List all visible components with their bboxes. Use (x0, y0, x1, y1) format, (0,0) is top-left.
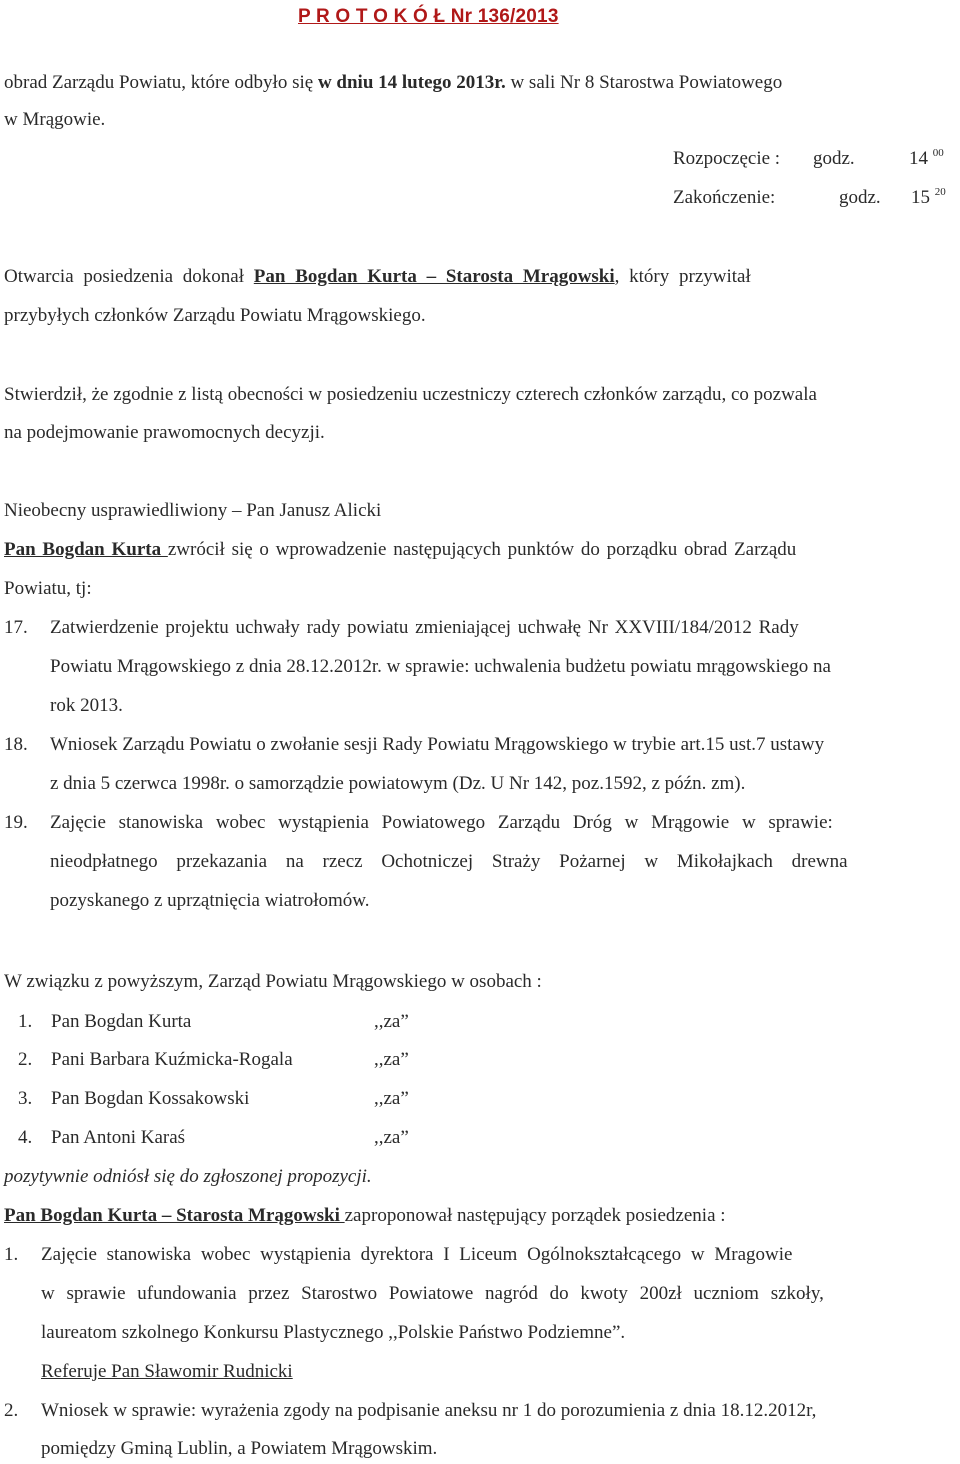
start-minutes: 00 (932, 147, 944, 159)
agenda-2-number: 2. (4, 1400, 19, 1421)
item-17-line-2: Powiatu Mrągowskiego z dnia 28.12.2012r. w sprawie: uchwalenia budżetu powiatu mrągowskiego na (50, 656, 831, 677)
request-line-2: Powiatu, tj: (4, 578, 92, 599)
agenda-1-referent: Referuje Pan Sławomir Rudnicki (41, 1361, 293, 1382)
start-godz: godz. (813, 148, 855, 169)
absent-member: Nieobecny usprawiedliwiony – Pan Janusz Alicki (4, 500, 382, 521)
vote-4-value: ,,za” (374, 1127, 409, 1148)
agenda-1-number: 1. (4, 1244, 19, 1265)
opening-line-1 (4, 266, 956, 288)
request-text: zwrócił się o wprowadzenie następujących punktów do porządku obrad Zarządu (167, 539, 797, 560)
agenda-1-line-1: Zajęcie stanowiska wobec wystąpienia dyrektora I Liceum Ogólnokształcącego w Mragowie (41, 1244, 793, 1265)
end-time (911, 187, 946, 209)
item-18-line-1: Wniosek Zarządu Powiatu o zwołanie sesji Rady Powiatu Mrągowskiego w trybie art.15 ust.7 ustawy (50, 734, 825, 755)
quorum-line-2: na podejmowanie prawomocnych decyzji. (4, 422, 325, 443)
agenda-1-line-2: w sprawie ufundowania przez Starostwo Powiatowe nagród do kwoty 200zł uczniom szkoły, (41, 1283, 824, 1304)
start-hour: 14 (909, 148, 928, 169)
vote-3-value: ,,za” (374, 1088, 409, 1109)
document-title: P R O T O K Ó Ł Nr 136/2013 (298, 6, 559, 27)
meeting-date: w dniu 14 lutego 2013r. (317, 72, 506, 93)
item-18-number: 18. (4, 734, 28, 755)
end-godz: godz. (839, 187, 881, 208)
vote-3-name: Pan Bogdan Kossakowski (51, 1088, 250, 1109)
opening-text-b: , który przywitał (614, 266, 751, 287)
intro-line-2: w Mrągowie. (4, 109, 106, 130)
start-label: Rozpoczęcie : (673, 148, 781, 169)
agenda-proposer: Pan Bogdan Kurta – Starosta Mrągowski (4, 1205, 345, 1226)
item-19-line-1: Zajęcie stanowiska wobec wystąpienia Powiatowego Zarządu Dróg w Mrągowie w sprawie: (50, 812, 833, 833)
item-17-line-3: rok 2013. (50, 695, 123, 716)
quorum-line-1: Stwierdził, że zgodnie z listą obecności w posiedzeniu uczestniczy czterech członków zarządu, co pozwala (4, 384, 817, 405)
agenda-intro-text: zaproponował następujący porządek posiedzenia : (344, 1205, 726, 1226)
starosta-name: Pan Bogdan Kurta – Starosta Mrągowski (253, 266, 615, 287)
end-label: Zakończenie: (673, 187, 776, 208)
item-19-number: 19. (4, 812, 28, 833)
end-minutes: 20 (934, 186, 946, 198)
item-19-line-2: nieodpłatnego przekazania na rzecz Ochotniczej Straży Pożarnej w Mikołajkach drewna (50, 851, 848, 872)
vote-2-number: 2. (18, 1049, 33, 1070)
vote-1-number: 1. (18, 1011, 33, 1032)
intro-text-c: w sali Nr 8 Starostwa Powiatowego (505, 72, 783, 93)
vote-4-number: 4. (18, 1127, 33, 1148)
agenda-2-line-1: Wniosek w sprawie: wyrażenia zgody na podpisanie aneksu nr 1 do porozumienia z dnia 18.12.2012r, (41, 1400, 817, 1421)
intro-text-a: obrad Zarządu Powiatu, które odbyło się (4, 72, 318, 93)
vote-3-number: 3. (18, 1088, 33, 1109)
vote-2-value: ,,za” (374, 1049, 409, 1070)
intro-line-1 (4, 72, 782, 94)
vote-1-name: Pan Bogdan Kurta (51, 1011, 192, 1032)
agenda-2-line-2: pomiędzy Gminą Lublin, a Powiatem Mrągowskim. (41, 1438, 438, 1459)
end-hour: 15 (911, 187, 930, 208)
vote-4-name: Pan Antoni Karaś (51, 1127, 186, 1148)
agenda-intro (4, 1205, 726, 1227)
start-time (909, 148, 944, 170)
vote-2-name: Pani Barbara Kuźmicka-Rogala (51, 1049, 293, 1070)
opening-text-a: Otwarcia posiedzenia dokonał (4, 266, 254, 287)
opening-line-2: przybyłych członków Zarządu Powiatu Mrągowskiego. (4, 305, 426, 326)
request-name: Pan Bogdan Kurta (4, 539, 168, 560)
item-18-line-2: z dnia 5 czerwca 1998r. o samorządzie powiatowym (Dz. U Nr 142, poz.1592, z późn. zm). (50, 773, 746, 794)
item-17-number: 17. (4, 617, 28, 638)
agenda-1-line-3: laureatom szkolnego Konkursu Plastycznego ,,Polskie Państwo Podziemne”. (41, 1322, 626, 1343)
item-17-line-1: Zatwierdzenie projektu uchwały rady powiatu zmieniającej uchwałę Nr XXVIII/184/2012 Rady (50, 617, 799, 638)
vote-result: pozytywnie odniósł się do zgłoszonej propozycji. (4, 1166, 372, 1187)
item-19-line-3: pozyskanego z uprzątnięcia wiatrołomów. (50, 890, 370, 911)
request-line-1 (4, 539, 796, 561)
vote-1-value: ,,za” (374, 1011, 409, 1032)
vote-intro: W związku z powyższym, Zarząd Powiatu Mrągowskiego w osobach : (4, 971, 542, 992)
